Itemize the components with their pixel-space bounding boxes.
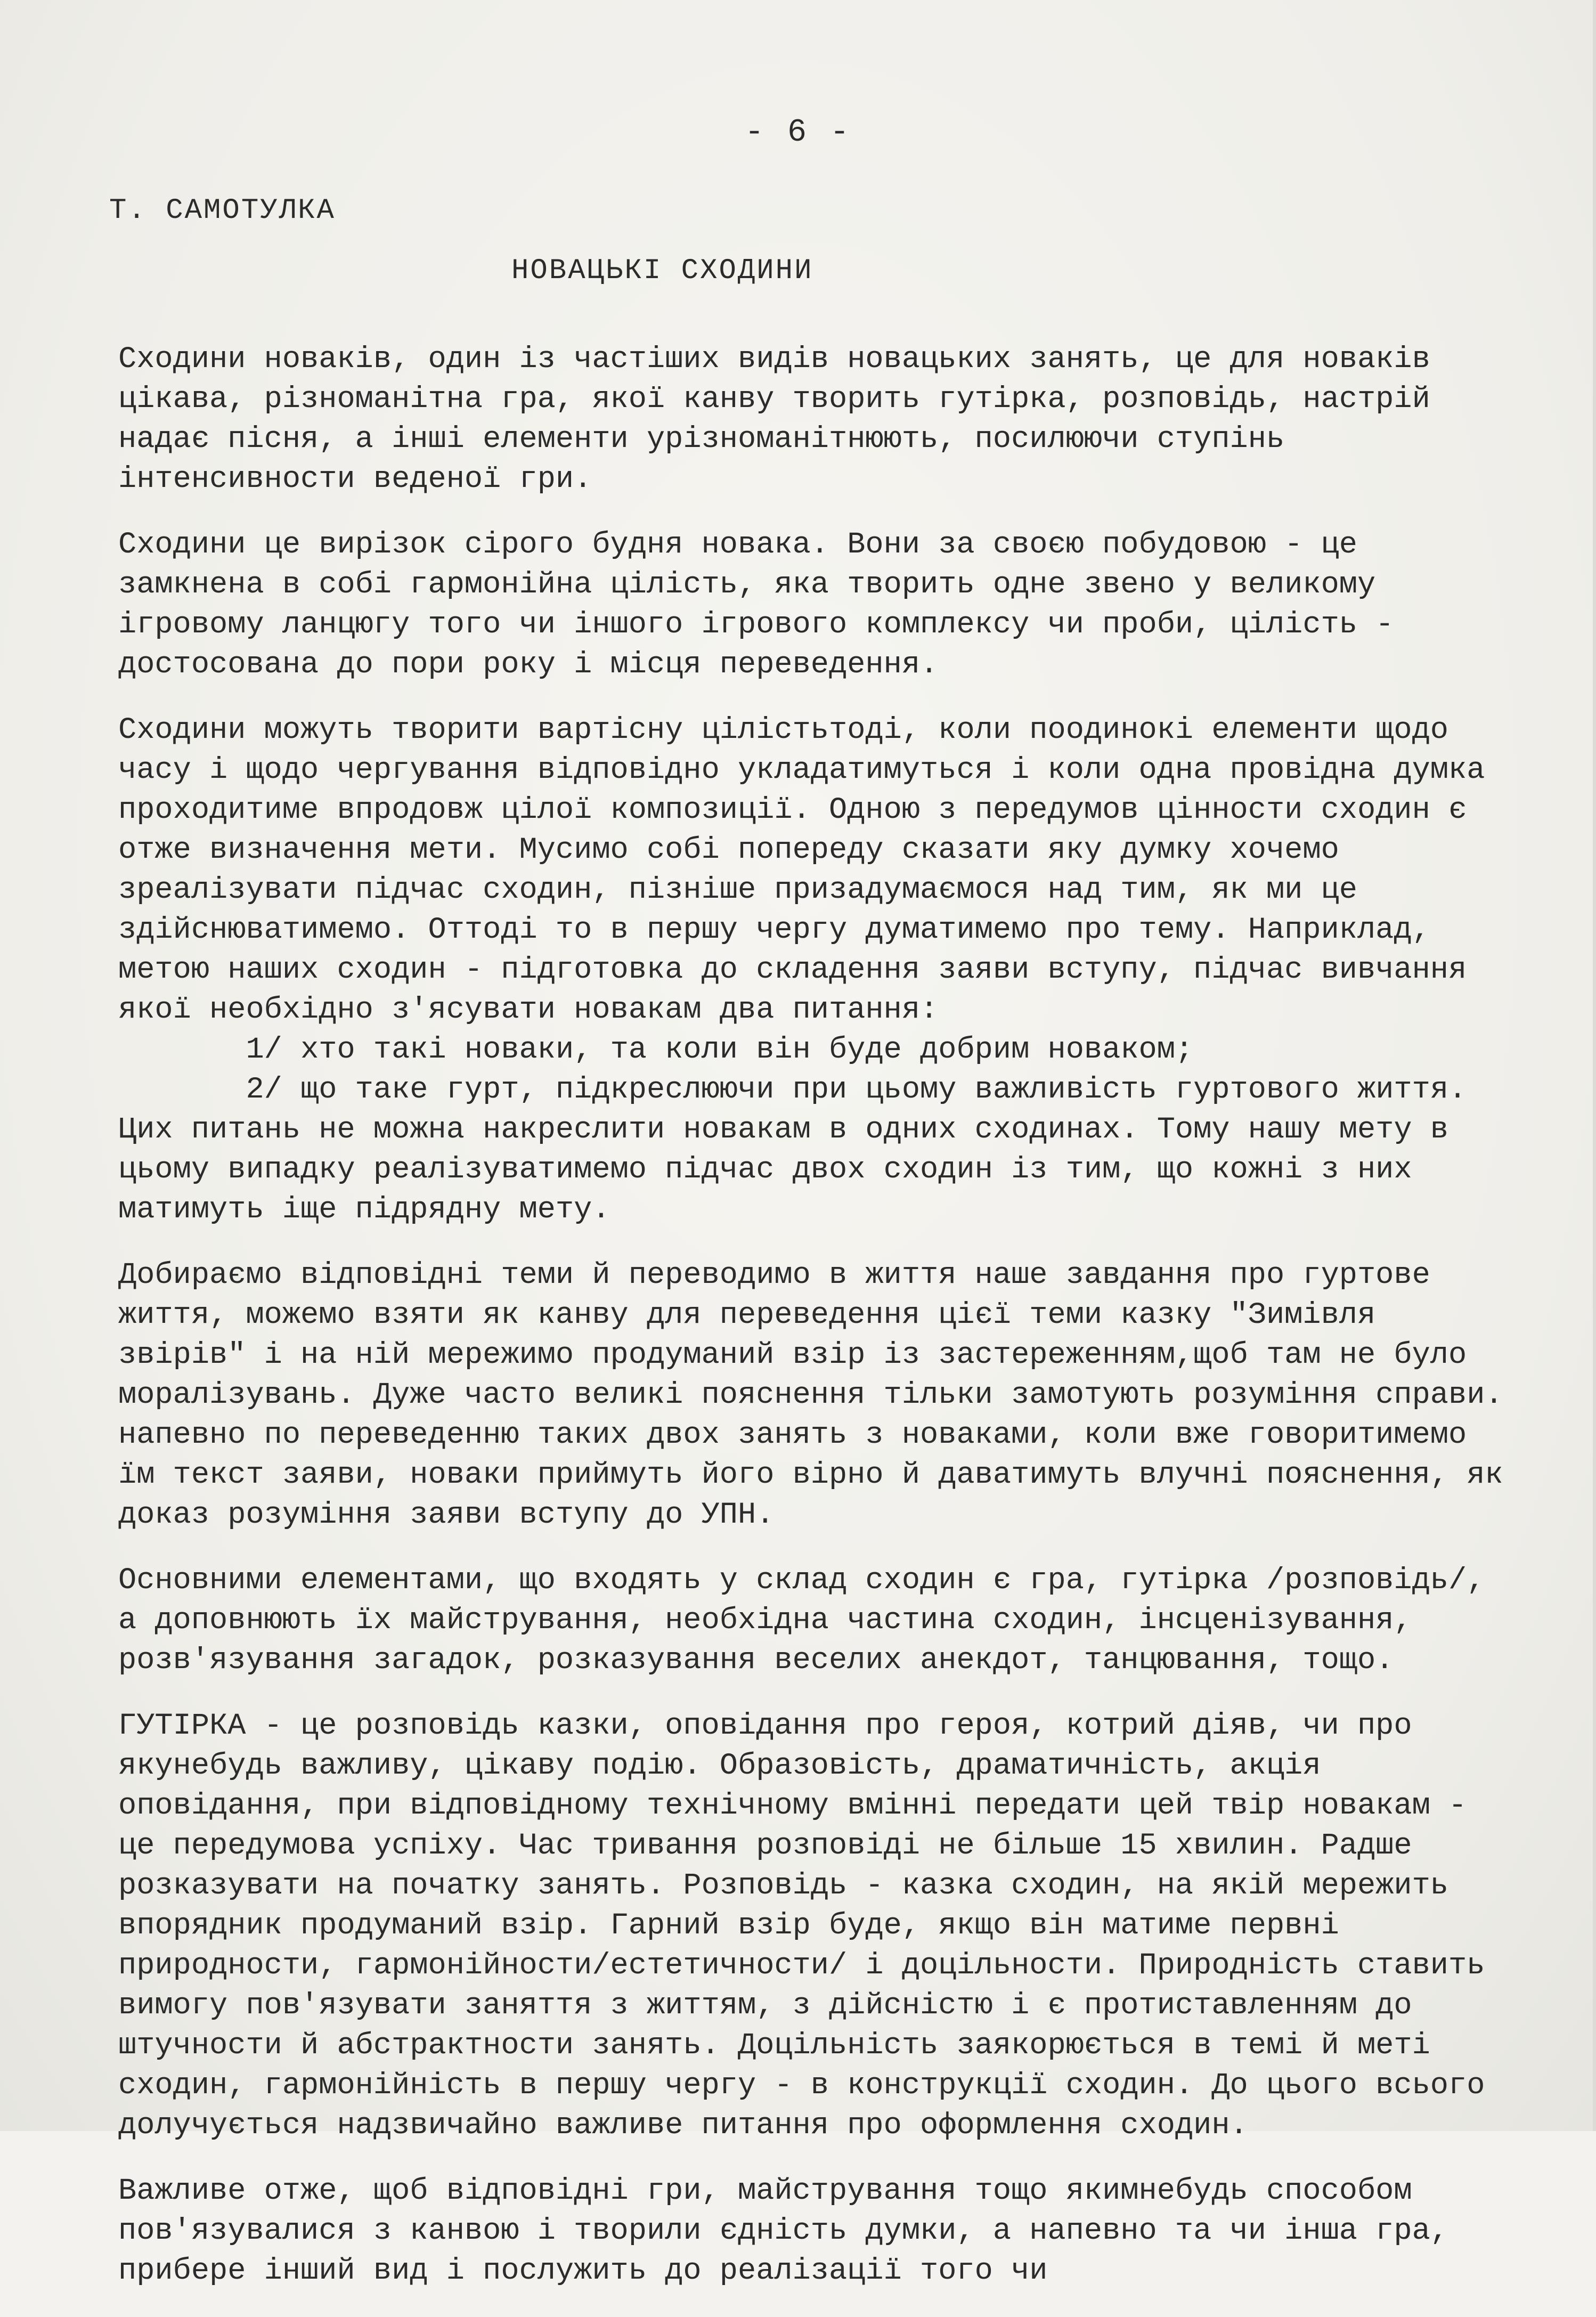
author-name: Т. САМОТУЛКА — [109, 194, 336, 227]
article-title: НОВАЦЬКІ СХОДИНИ — [511, 255, 813, 287]
paper-edge — [1593, 0, 1596, 2131]
page-number: - 6 - — [744, 115, 852, 151]
paragraph-5: Основними елементами, що входять у склад сходин є гра, гутірка /розповідь/, а доповнюють їх майстрування, необхідна частина сходин, інсценізування, розв'язування загадок, розказування веселих анекдот, танцювання, тощо. — [118, 1564, 1503, 1678]
paragraph-1: Сходини новаків, один із частіших видів новацьких занять, це для новаків цікава, різноманітна гра, якої канву творить гутірка, розповідь, настрій надає пісня, а інші елементи урізноманітнюють, посилюючи ступінь інтенсивности веденої гри. — [118, 343, 1449, 497]
paragraph-3: Сходини можуть творити вартісну цілістьтоді, коли поодинокі елементи щодо часу і щодо чергування відповідно укладатимуться і коли одна провідна думка проходитиме впродовж цілої композиції. Одною з передумов цінности сходин є отже визначення мети. Мусимо собі попереду сказати яку думку хочемо зреалізувати підчас сходин, пізніше призадумаємося над тим, як ми це здійснюватимемо. Оттоді то в першу чергу думатимемо про тему. Наприклад, метою наших сходин - підготовка до складення заяви вступу, підчас вивчання якої необхідно з'ясувати новакам два питання: 1/ хто такі новаки, та коли він буде добрим новаком; 2/ що таке гурт, підкреслюючи при цьому важливість гуртового життя. Цих питань не можна накреслити новакам в одних сходинах. Тому нашу мету в цьому випадку реалізуватимемо підчас двох сходин із тим, що кожні з них матимуть іще підрядну мету. — [118, 713, 1485, 1227]
article-body — [118, 340, 1540, 2317]
paragraph-6: ГУТІРКА - це розповідь казки, оповідання про героя, котрий діяв, чи про якунебудь важливу, цікаву подію. Образовість, драматичність, акція оповідання, при відповідному технічному вмінні передати цей твір новакам - це передумова успіху. Час тривання розповіді не більше 15 хвилин. Радше розказувати на початку занять. Розповідь - казка сходин, на якій мережить впорядник продуманий взір. Гарний взір буде, якщо він матиме первні природности, гармонійности/естетичности/ і доцільности. Природність ставить вимогу пов'язувати заняття з життям, з дійсністю і є протиставленням до штучности й абстрактности занять. Доцільність заякорюється в темі й меті сходин, гармонійність в першу чергу - в конструкції сходин. До цього всього долучується надзвичайно важливе питання про оформлення сходин. — [118, 1709, 1503, 2143]
paragraph-4: Добираємо відповідні теми й переводимо в життя наше завдання про гуртове життя, можемо взяти як канву для переведення цієї теми казку "Зимівля звірів" і на ній мережимо продуманий взір із застереженням,щоб там не було моралізувань. Дуже часто великі пояснення тільки замотують розуміння справи. напевно по переведенню таких двох занять з новаками, коли вже говоритимемо їм текст заяви, новаки приймуть його вірно й даватимуть влучні пояснення, як доказ розуміння заяви вступу до УПН. — [118, 1258, 1540, 1532]
paragraph-2: Сходини це вирізок сірого будня новака. Вони за своєю побудовою - це замкнена в собі гармонійна цілість, яка творить одне звено у великому ігровому ланцюгу того чи іншого ігрового комплексу чи проби, цілість - достосована до пори року і місця переведення. — [118, 528, 1412, 682]
paragraph-7: Важливе отже, щоб відповідні гри, майстрування тощо якимнебудь способом пов'язувалися з канвою і творили єдність думки, а напевно та чи інша гра, прибере інший вид і послужить до реалізації того чи — [118, 2174, 1467, 2288]
